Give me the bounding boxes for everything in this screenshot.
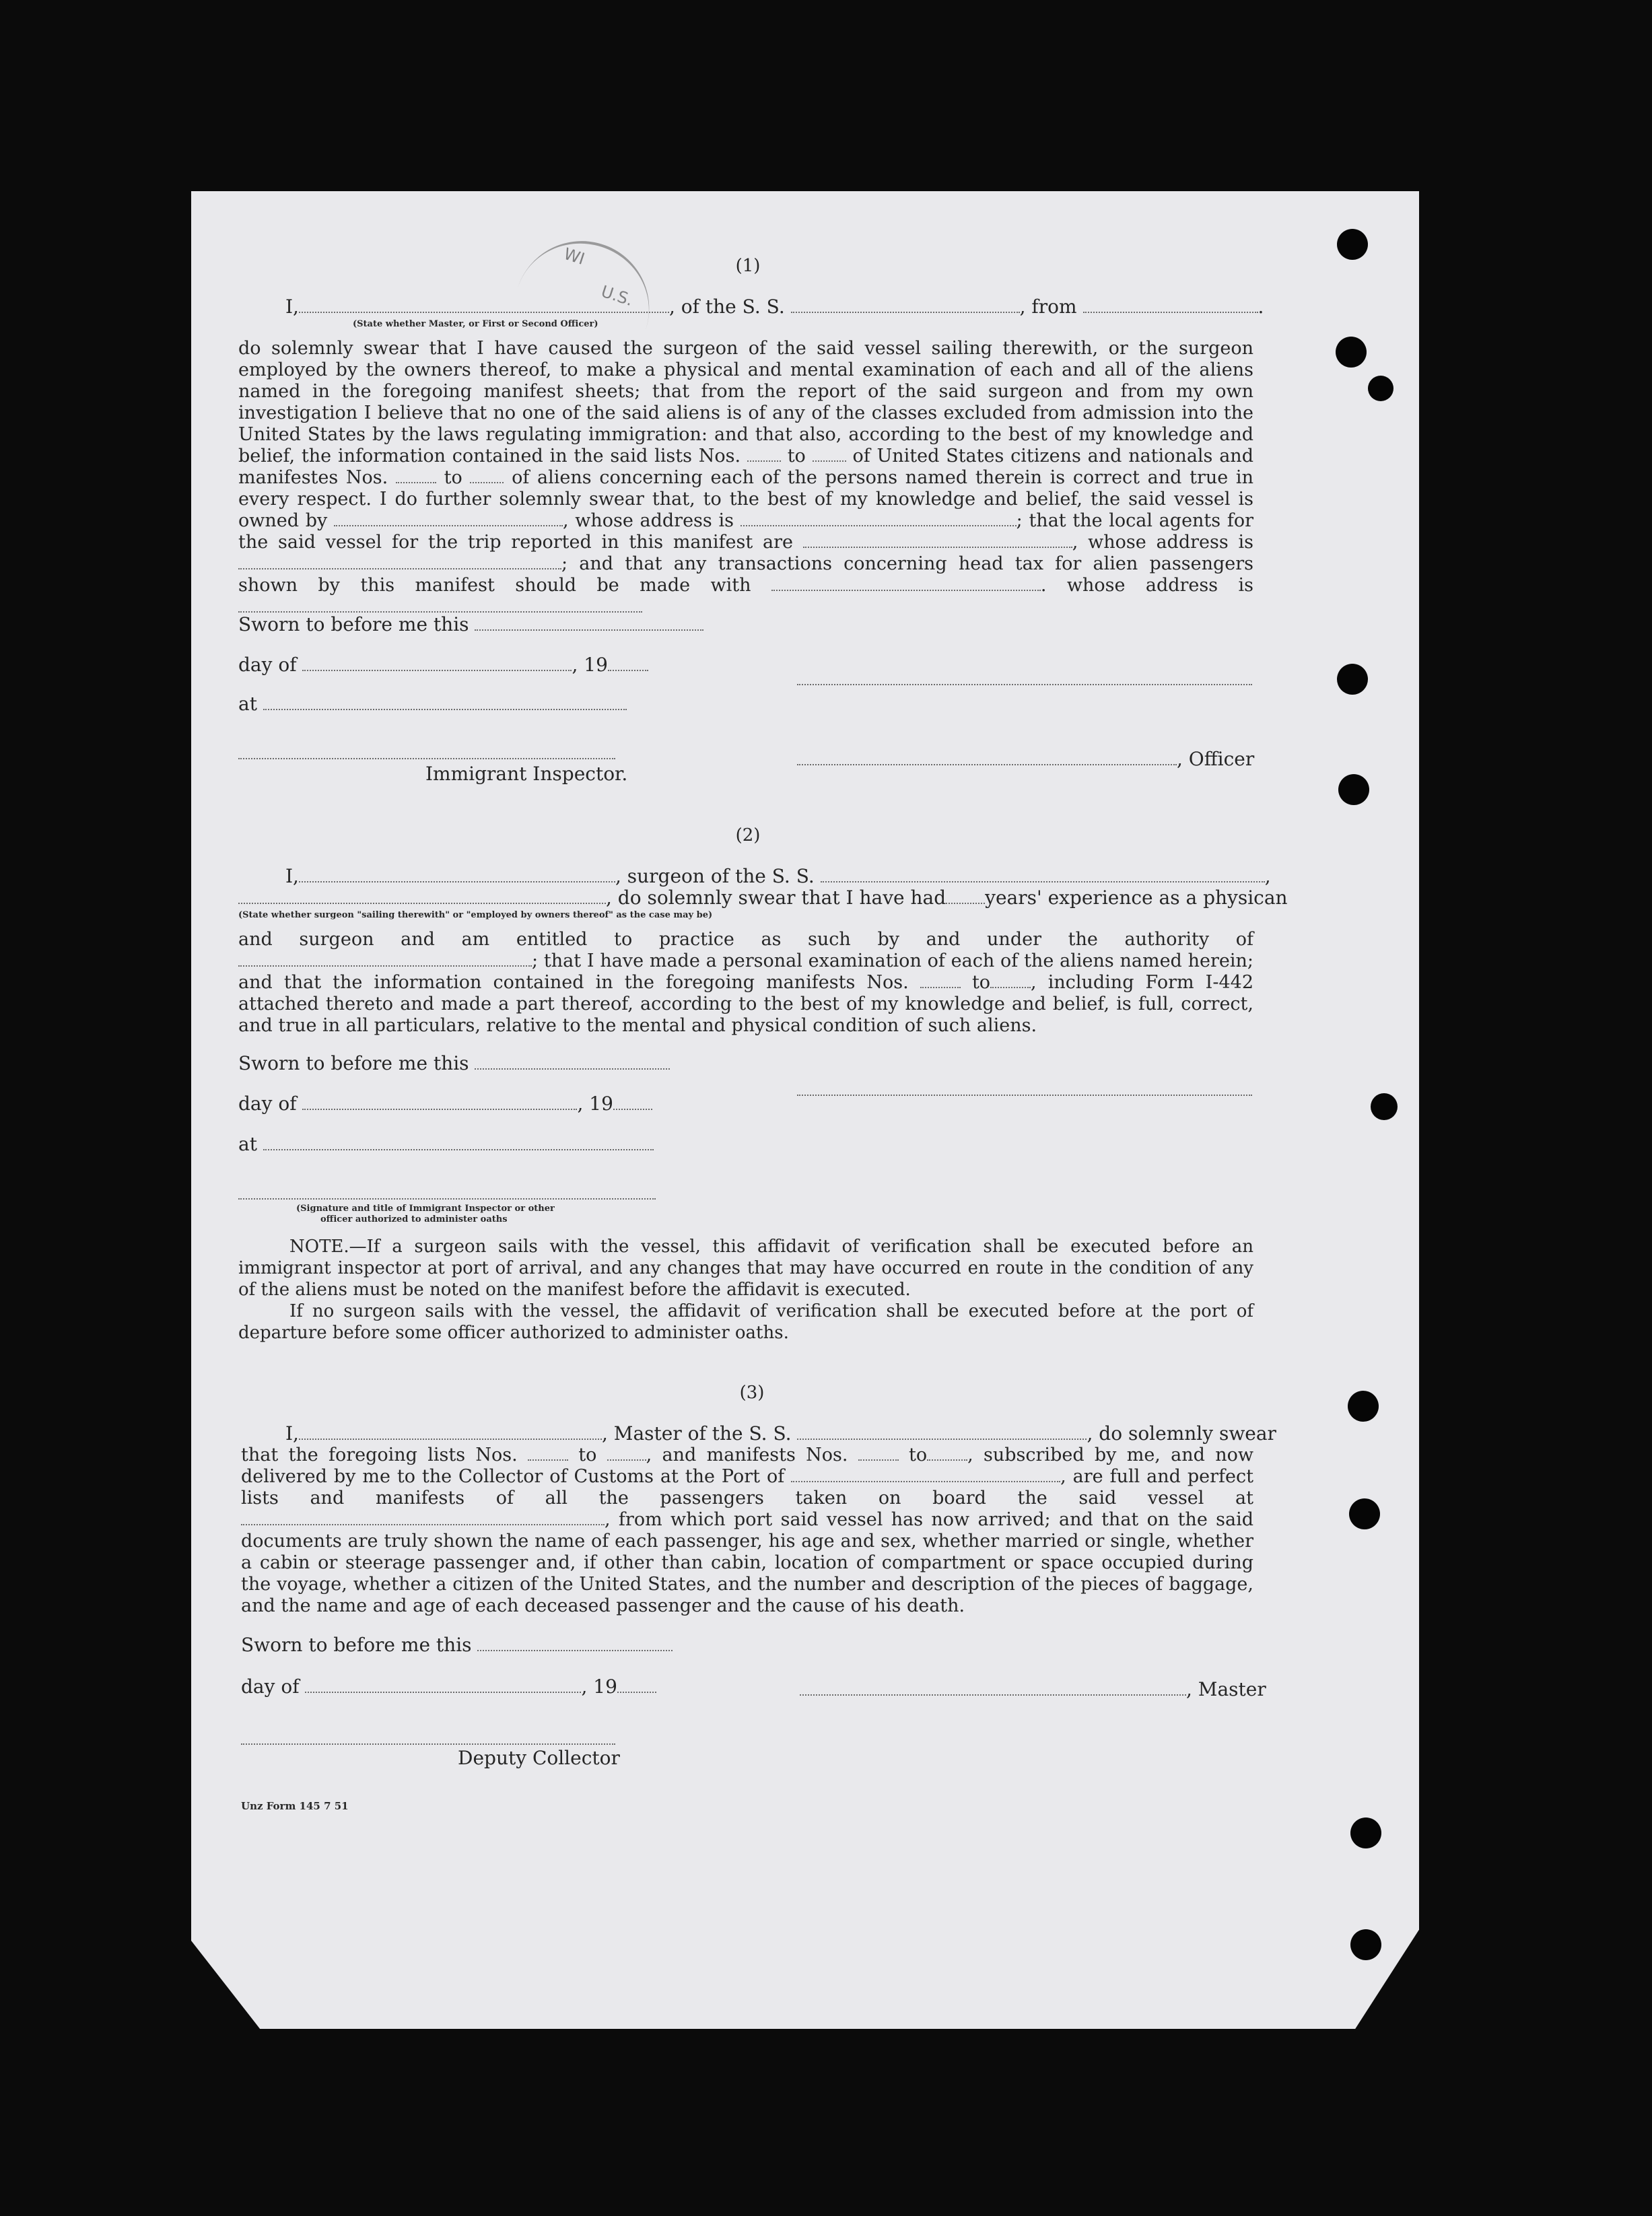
arrival-port-field[interactable] bbox=[791, 1466, 1060, 1482]
alien-list-from-field[interactable] bbox=[396, 467, 436, 483]
s3-year-field[interactable] bbox=[617, 1677, 656, 1693]
section-1-number: (1) bbox=[735, 256, 761, 276]
section-2-number: (2) bbox=[735, 825, 761, 845]
officer-name-field[interactable] bbox=[299, 297, 669, 313]
s1-inspector-label: Immigrant Inspector. bbox=[425, 763, 628, 785]
punch-hole bbox=[1348, 1391, 1379, 1422]
s2-manifest-from-field[interactable] bbox=[920, 972, 961, 988]
s1-officer-line: , Officer bbox=[797, 749, 1254, 770]
s2-sig-note-2: officer authorized to administer oaths bbox=[320, 1214, 508, 1224]
surgeon-note: (State whether surgeon "sailing therewith" or "employed by owners thereof" as the case may be) bbox=[238, 910, 713, 920]
s1-place-field[interactable] bbox=[263, 694, 627, 710]
boarding-port-field[interactable] bbox=[241, 1509, 605, 1525]
s3-manifest-to-field[interactable] bbox=[927, 1445, 967, 1461]
s2-sworn-day-field[interactable] bbox=[475, 1053, 670, 1070]
s2-sworn: Sworn to before me this bbox=[238, 1053, 670, 1074]
s3-day-of: day of , 19 bbox=[241, 1676, 656, 1698]
master-note: (State whether Master, or First or Second Officer) bbox=[353, 319, 598, 329]
s2-manifest-to-field[interactable] bbox=[990, 972, 1031, 988]
master-name-field[interactable] bbox=[299, 1424, 602, 1440]
surgeon-name-field[interactable] bbox=[299, 866, 615, 882]
s3-line-1: I, , Master of the S. S. , do solemnly swear bbox=[285, 1422, 1276, 1445]
years-experience-field[interactable] bbox=[946, 888, 985, 904]
head-tax-address-field[interactable] bbox=[238, 596, 642, 613]
s2-line-2: , do solemnly swear that I have had years' experience as a physican bbox=[238, 887, 1288, 909]
punch-hole bbox=[1349, 1498, 1380, 1529]
form-number: Unz Form 145 7 51 bbox=[241, 1800, 349, 1812]
s1-oath-paragraph: do solemnly swear that I have caused the surgeon of the said vessel sailing therewith, or the surgeon employed by the owners thereof, to make a physical and mental examination of each and all of the aliens named in the foregoing manifest sheets; that from the report of the said surgeon and from my own investigation I believe that no one of the said aliens is of any of the classes excluded from admission into the United States by the laws regulating immigration: and that also, according to the best of my knowledge and belief, the information contained in the said lists Nos. to of United States citizens and nationals and manifestes Nos. to of aliens concerning each of the persons named therein is correct and true in every respect. I do further solemnly swear that, to the best of my knowledge and belief, the said vessel is owned by , whose address is ; that the local agents for the said vessel for the trip reported in this manifest are , whose address is ; and that any transactions concerning head tax for alien passengers shown by this manifest should be made with . whose address is bbox=[238, 338, 1253, 618]
vessel-name-field[interactable] bbox=[791, 297, 1020, 313]
note-paragraph-2: If no surgeon sails with the vessel, the affidavit of verification shall be executed before at the port of departure before some officer authorized to administer oaths. bbox=[238, 1301, 1253, 1343]
note-paragraph-1: NOTE.—If a surgeon sails with the vessel, this affidavit of verification shall be executed before an immigrant inspector at port of arrival, and any changes that may have occurred en route in the condition of any of the aliens must be noted on the manifest before the affidavit is executed. bbox=[238, 1237, 1253, 1300]
s2-place-field[interactable] bbox=[263, 1134, 654, 1150]
s2-sig-note-1: (Signature and title of Immigrant Inspector or other bbox=[296, 1204, 555, 1214]
s2-line-1: I, , surgeon of the S. S. , bbox=[285, 865, 1271, 887]
stamp-text: U.S. bbox=[598, 281, 635, 310]
s3-vessel-name-field[interactable] bbox=[797, 1424, 1087, 1440]
s2-oath-paragraph: and surgeon and am entitled to practice as such by and under the authority of ; that I have made a personal examination of each of the aliens named herein; and that the information contained in the foregoing manifests Nos. to , including Form I-442 attached thereto and made a part thereof, according to the best of my knowledge and belief, is full, correct, and true in all particulars, relative to the mental and physical condition of such aliens. bbox=[238, 929, 1253, 1036]
s2-day-of: day of , 19 bbox=[238, 1093, 652, 1115]
agents-address-field[interactable] bbox=[238, 553, 561, 569]
s2-year-field[interactable] bbox=[613, 1094, 652, 1110]
s3-month-field[interactable] bbox=[305, 1677, 581, 1693]
local-agents-field[interactable] bbox=[803, 532, 1072, 548]
s1-sworn-day-field[interactable] bbox=[475, 615, 703, 631]
s3-list-from-field[interactable] bbox=[528, 1445, 568, 1461]
head-tax-contact-field[interactable] bbox=[771, 575, 1041, 591]
s1-at: at bbox=[238, 693, 627, 715]
owner-address-field[interactable] bbox=[741, 510, 1017, 526]
punch-hole bbox=[1350, 1929, 1381, 1960]
punch-hole bbox=[1336, 337, 1367, 368]
s2-at: at bbox=[238, 1134, 654, 1155]
s1-inspector-signature-line[interactable] bbox=[238, 758, 615, 759]
us-list-from-field[interactable] bbox=[747, 446, 781, 462]
verification-note bbox=[238, 1236, 1253, 1344]
s3-manifest-from-field[interactable] bbox=[858, 1445, 899, 1461]
punch-hole bbox=[1371, 1093, 1398, 1120]
s3-oath-paragraph: that the foregoing lists Nos. to , and manifests Nos. to , subscribed by me, and now delivered by me to the Collector of Customs at the Port of , are full and perfect lists and manifests of all the passengers taken on board the said vessel at , from which port said vessel has now arrived; and that on the said documents are truly shown the name of each passenger, his age and sex, whether married or single, whether a cabin or steerage passenger and, if other than cabin, location of compartment or space occupied during the voyage, whether a citizen of the United States, and the number and description of the pieces of baggage, and the name and age of each deceased passenger and the cause of his death. bbox=[241, 1445, 1253, 1616]
punch-hole bbox=[1368, 376, 1393, 401]
section-3-number: (3) bbox=[739, 1383, 765, 1403]
s2-signature-line[interactable] bbox=[797, 1095, 1252, 1096]
punch-hole bbox=[1337, 664, 1368, 695]
s3-list-to-field[interactable] bbox=[607, 1445, 646, 1461]
punch-hole bbox=[1337, 229, 1368, 260]
stamp-text: WI bbox=[561, 244, 587, 269]
s2-vessel-name-field[interactable] bbox=[821, 866, 1265, 882]
alien-list-to-field[interactable] bbox=[470, 467, 504, 483]
punch-hole bbox=[1350, 1817, 1381, 1848]
s3-master-line: , Master bbox=[800, 1679, 1266, 1700]
authority-field[interactable] bbox=[238, 950, 532, 967]
s3-sworn-day-field[interactable] bbox=[477, 1635, 673, 1651]
s3-sworn: Sworn to before me this bbox=[241, 1634, 673, 1656]
s1-officer-field[interactable] bbox=[797, 749, 1177, 765]
vessel-owner-field[interactable] bbox=[334, 510, 563, 526]
s2-vessel-cont-field[interactable] bbox=[238, 888, 606, 904]
s3-master-signature-field[interactable] bbox=[800, 1680, 1186, 1696]
deputy-collector-label: Deputy Collector bbox=[458, 1747, 620, 1769]
s1-day-of: day of , 19 bbox=[238, 654, 648, 676]
s2-month-field[interactable] bbox=[302, 1094, 577, 1110]
us-list-to-field[interactable] bbox=[813, 446, 846, 462]
s1-line-1: I, , of the S. S. , from . bbox=[285, 296, 1264, 318]
s1-month-field[interactable] bbox=[302, 655, 572, 671]
punch-hole bbox=[1338, 774, 1369, 805]
s3-collector-signature-line[interactable] bbox=[241, 1743, 615, 1745]
s2-inspector-signature-line[interactable] bbox=[238, 1198, 656, 1200]
s1-signature-line[interactable] bbox=[797, 684, 1252, 685]
s1-sworn: Sworn to before me this bbox=[238, 614, 703, 635]
departure-port-field[interactable] bbox=[1083, 297, 1258, 313]
s1-year-field[interactable] bbox=[608, 655, 648, 671]
